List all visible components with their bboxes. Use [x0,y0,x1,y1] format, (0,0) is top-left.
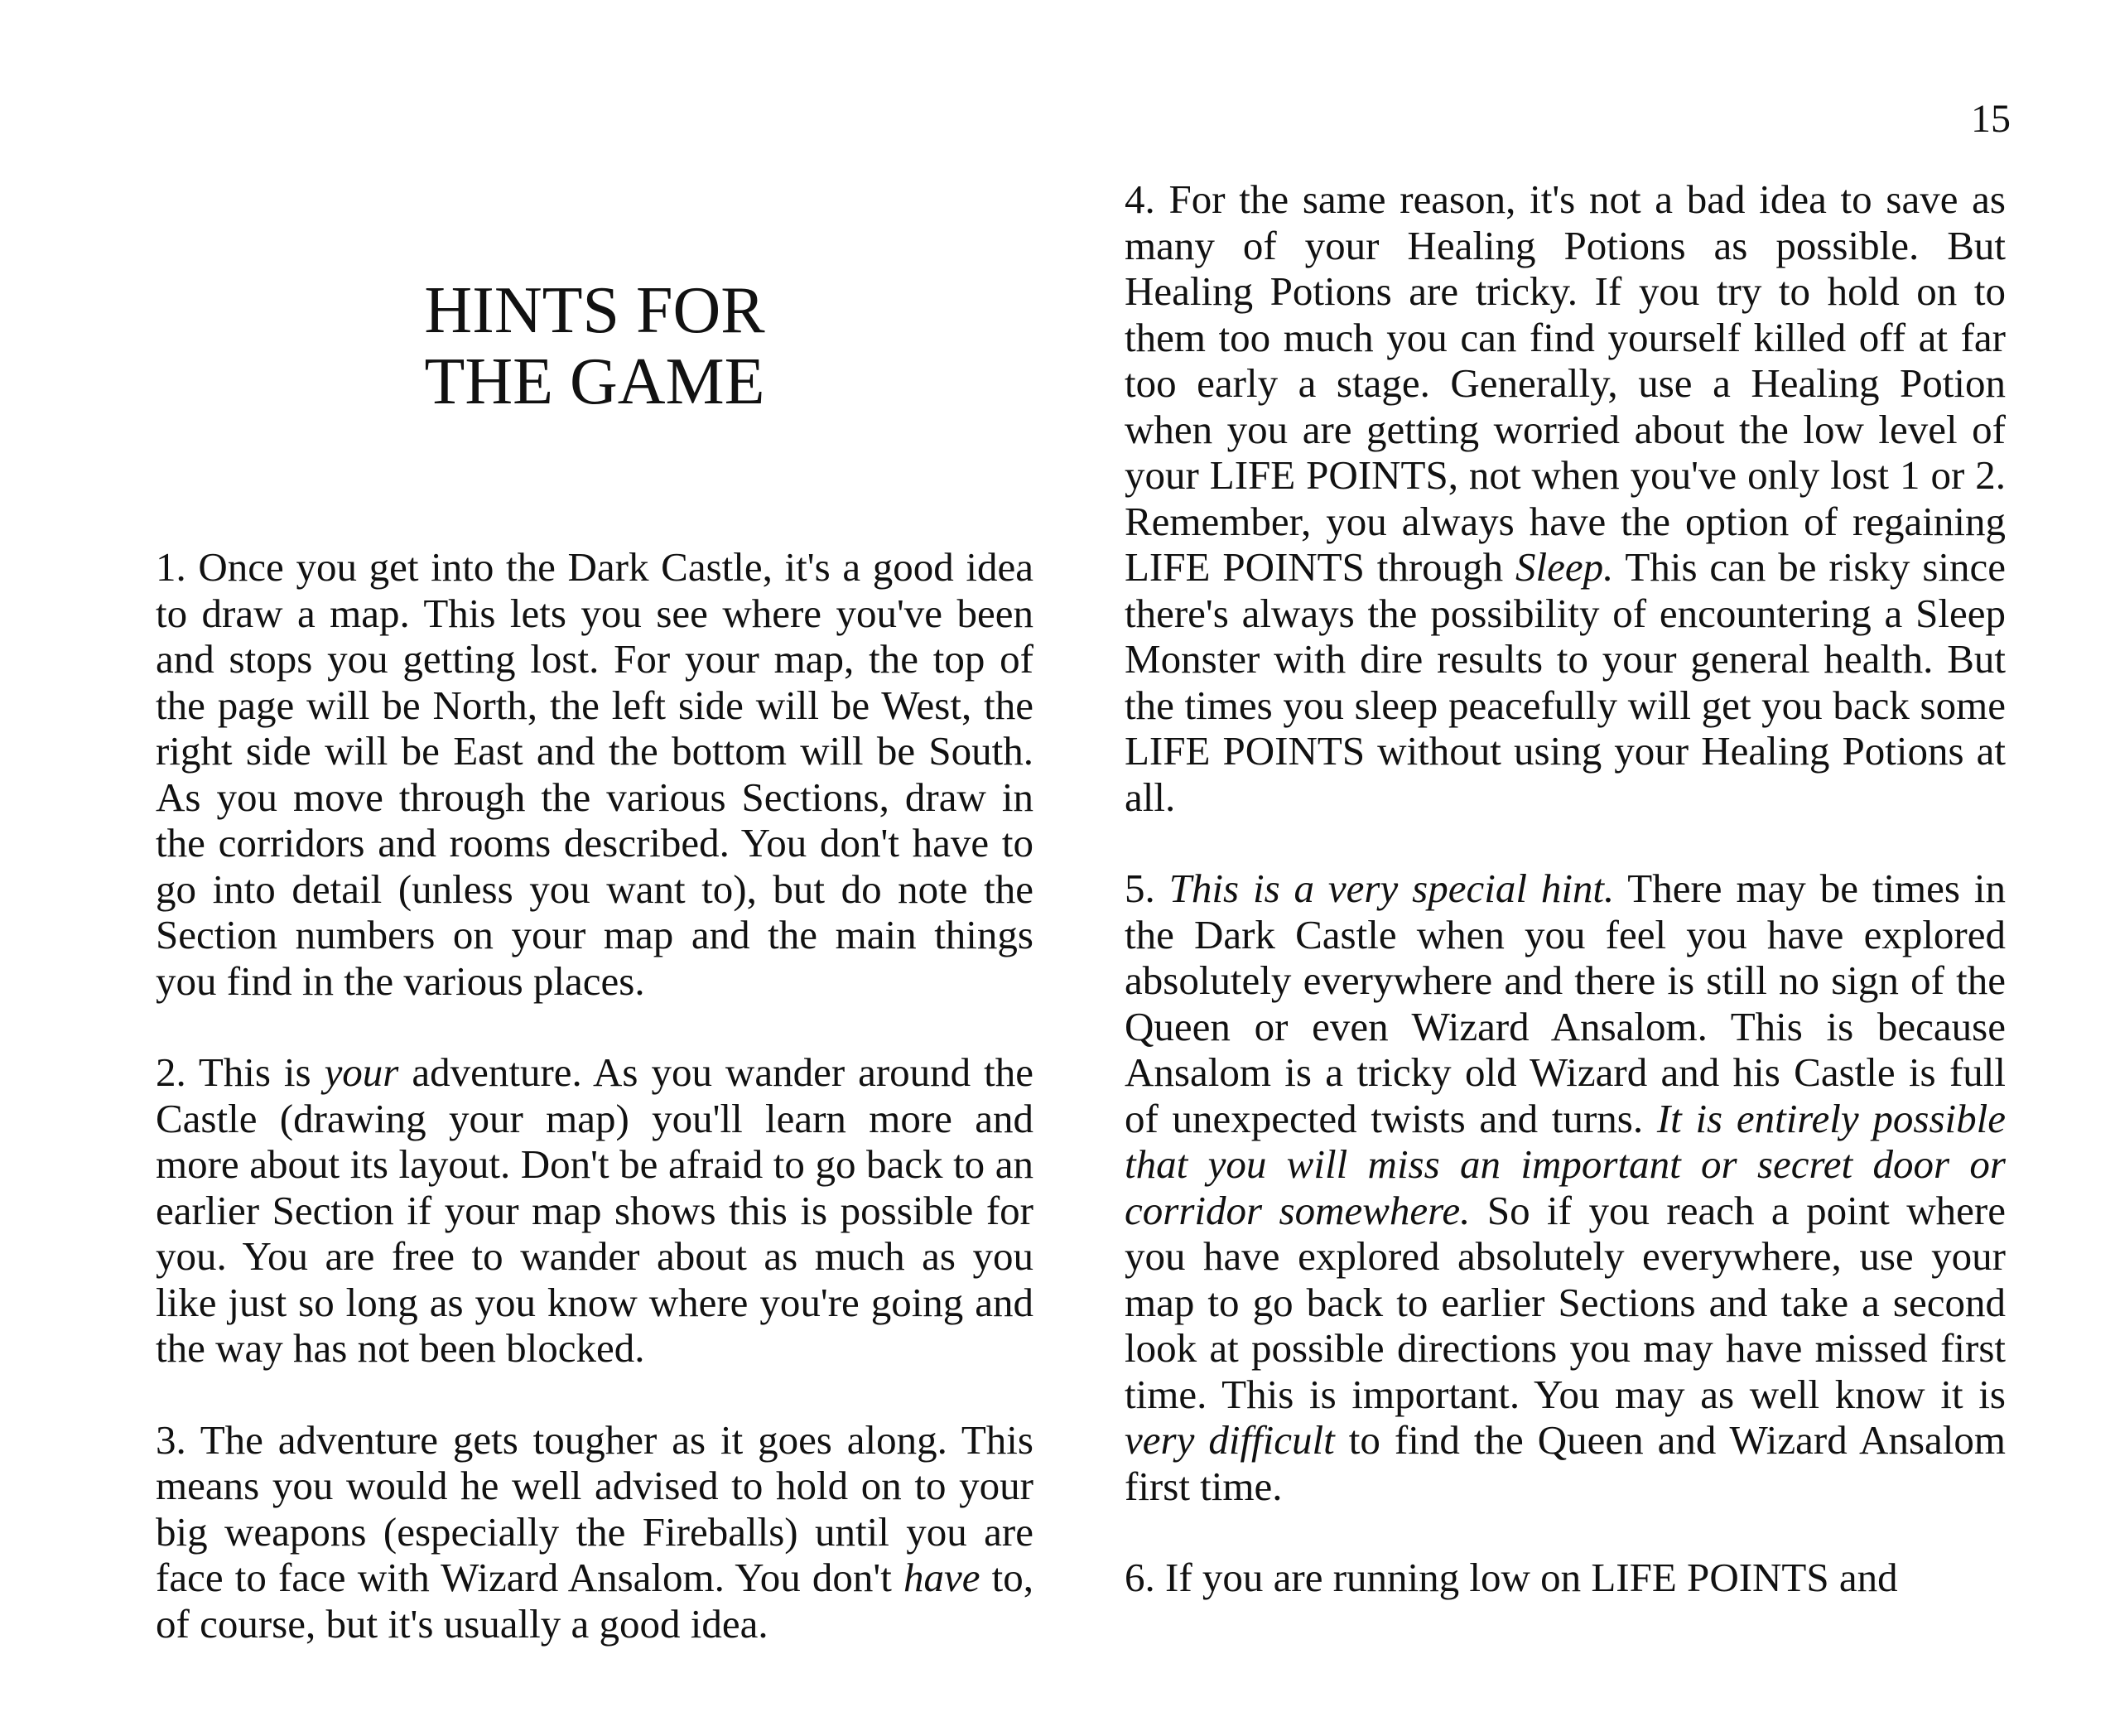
hint-5-text-a: 5. [1125,866,1169,911]
hint-5-text-b: There may be times in the Dark Castle when you feel you have explored absolutely everywhere and there is still no sign of the Queen or even Wizard Ansalom. This is because Ansalom is a tricky old Wizard and his Castle is full of unexpected twists and turns. [1125,866,2006,1141]
hint-5-emphasis-1: This is a very special hint. [1168,866,1615,911]
hint-6: 6. If you are running low on LIFE POINTS and [1125,1555,1898,1600]
hint-2-text-a: 2. This is [156,1049,325,1095]
hint-5-text-d: to find the Queen and Wizard Ansalom first time. [1125,1417,2006,1509]
page-title [156,275,1033,417]
title-line-1: HINTS FOR [424,274,765,347]
hint-3-text-a: 3. The adventure gets tougher as it goes along. This means you would he well advised to hold on to your big weapons (especially the Fireballs) until you are face to face with Wizard Ansalom. You don't [156,1416,1033,1600]
hint-3-emphasis: have [903,1555,980,1600]
hint-4-emphasis: Sleep. [1515,544,1614,590]
hint-2-emphasis: your [324,1049,399,1095]
hint-5 [1125,866,2006,1509]
hint-3 [156,1417,1033,1647]
hint-2-text-b: adventure. As you wander around the Castle (drawing your map) you'll learn more and more about its layout. Don't be afraid to go back to an earlier Section if your map shows this is possible for you. You are free to wander about as much as you like just so long as you know where you're going and the way has not been blocked. [156,1049,1033,1371]
title-line-2: THE GAME [424,345,765,418]
hint-5-text-c: So if you reach a point where you have explored absolutely everywhere, use your map to go back to earlier Sections and take a second look at possible directions you may have missed first time. This is important. You may as well know it is [1125,1187,2006,1417]
hint-3-text-b: to, of course, but it's usually a good idea. [156,1555,1033,1647]
hint-4 [1125,176,2006,820]
right-column [1125,176,2006,1647]
hint-4-text-b: This can be risky since there's always the possibility of encountering a Sleep Monster with dire results to your general health. But the times you sleep peacefully will get you back some LIFE POINTS without using your Healing Potions at all. [1125,544,2006,820]
hint-5-emphasis-2: It is entirely possible that you will miss an important or secret door or corridor somewhere. [1125,1095,2006,1233]
hint-5-emphasis-3: very difficult [1125,1417,1335,1463]
left-column [156,544,1033,1692]
page-number: 15 [1971,97,2011,141]
hint-2 [156,1049,1033,1372]
hint-4-text-a: 4. For the same reason, it's not a bad idea to save as many of your Healing Potions as possible. But Healing Potions are tricky. If you try to hold on to them too much you can find yourself killed off at far too early a stage. Generally, use a Healing Potion when you are getting worried about the low level of your LIFE POINTS, not when you've only lost 1 or 2. Remember, you always have the option of regaining LIFE POINTS through [1125,176,2006,590]
hint-1: 1. Once you get into the Dark Castle, it's a good idea to draw a map. This lets you see where you've been and stops you getting lost. For your map, the top of the page will be North, the left side will be West, the right side will be East and the bottom will be South. As you move through the various Sections, draw in the corridors and rooms described. You don't have to go into detail (unless you want to), but do note the Section numbers on your map and the main things you find in the various places. [156,544,1033,1004]
